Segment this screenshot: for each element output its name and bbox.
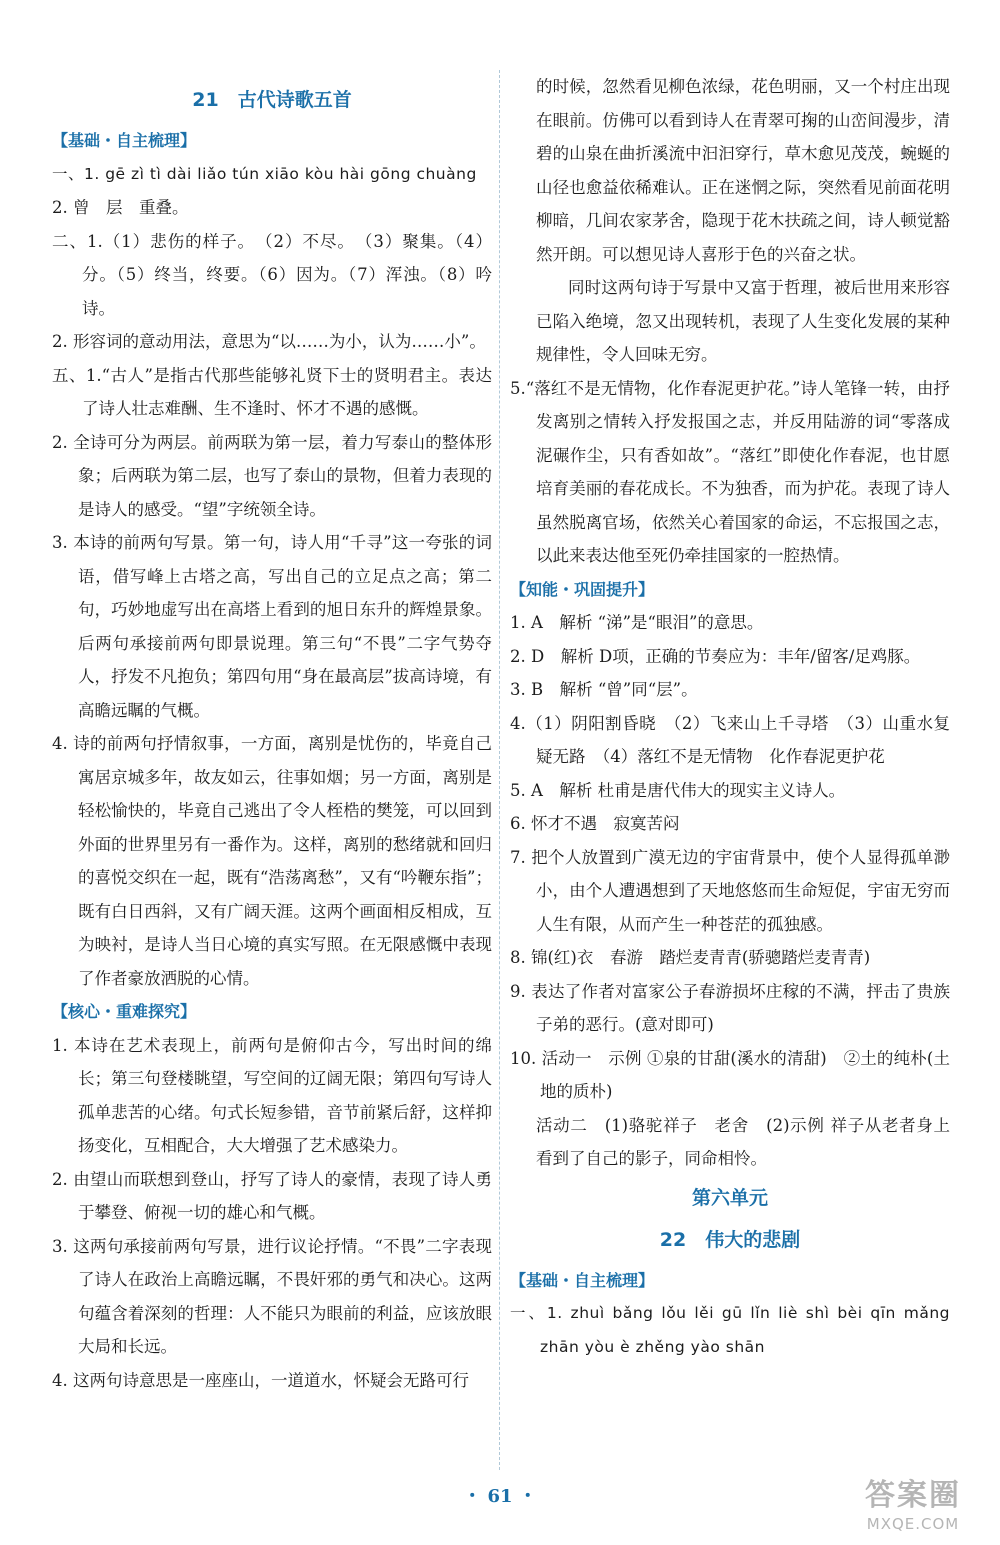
answer-item: 8. 锦(红)衣 春游 踏烂麦青青(骄骢踏烂麦青青) xyxy=(510,948,871,967)
answer-item: 4. 诗的前两句抒情叙事，一方面，离别是忧伤的，毕竟自己寓居京城多年，故友如云，往事如烟；另一方面，离别是轻松愉快的，毕竟自己逃出了令人桎梏的樊笼，可以回到外面的世界里另有一番作为。这样，离别的愁绪就和回归的喜悦交织在一起，既有“浩荡离愁”，又有“吟鞭东指”；既有白日西斜，又有广阔天涯。这两个画面相反相成，互为映衬，是诗人当日心境的真实写照。在无限感慨中表现了作者豪放洒脱的心情。 xyxy=(52,734,492,988)
answer-item: 5. A 解析 杜甫是唐代伟大的现实主义诗人。 xyxy=(510,780,846,800)
answer-item: 五、1.“古人”是指古代那些能够礼贤下士的贤明君主。表达了诗人壮志难酬、生不逢时、怀才不遇的感慨。 xyxy=(52,365,492,418)
answer-item: 1. A 解析 “涕”是“眼泪”的意思。 xyxy=(510,613,764,632)
answer-item: 3. 这两句承接前两句写景，进行议论抒情。“不畏”二字表现了诗人在政治上高瞻远瞩，不畏奸邪的勇气和决心。这两句蕴含着深刻的哲理：人不能只为眼前的利益，应该放眼大局和长远。 xyxy=(52,1236,492,1356)
answer-item: 10. 活动一 示例 ①泉的甘甜(溪水的清甜) ②土的纯朴(土地的质朴) xyxy=(510,1048,950,1101)
answer-item: 4. 这两句诗意思是一座座山，一道道水，怀疑会无路可行 xyxy=(52,1370,469,1390)
answer-item: 3. B 解析 “曾”同“层”。 xyxy=(510,680,698,699)
answer-item: 2. 曾 层 重叠。 xyxy=(52,198,189,217)
lesson-title: 21 古代诗歌五首 xyxy=(192,89,352,111)
right-column xyxy=(510,70,950,1364)
section-heading-basics: 【基础・自主梳理】 xyxy=(52,131,197,150)
answer-item: 4.（1）阴阳割昏晓 （2）飞来山上千寻塔 （3）山重水复疑无路 （4）落红不是无情物 化作春泥更护花 xyxy=(510,713,950,766)
left-column xyxy=(52,74,492,1397)
answer-item: 1. 本诗在艺术表现上，前两句是俯仰古今，写出时间的绵长；第三句登楼眺望，写空间的辽阔无限；第四句写诗人孤单悲苦的心绪。句式长短参错，音节前紧后舒，这样抑扬变化，互相配合，大大增强了艺术感染力。 xyxy=(52,1035,492,1155)
answer-item: 3. 本诗的前两句写景。第一句，诗人用“千寻”这一夸张的词语，借写峰上古塔之高，写出自己的立足点之高；第二句，巧妙地虚写出在高塔上看到的旭日东升的辉煌景象。后两句承接前两句即景说理。第三句“不畏”二字气势夺人，抒发不凡抱负；第四句用“身在最高层”拔高诗境，有高瞻远瞩的气概。 xyxy=(52,533,492,720)
answer-item: 2. D 解析 D项，正确的节奏应为：丰年/留客/足鸡豚。 xyxy=(510,646,921,666)
lesson-title: 22 伟大的悲剧 xyxy=(659,1228,801,1251)
answer-pinyin: 一、1. gē zì tì dài liǎo tún xiāo kòu hài gōng chuàng xyxy=(52,164,477,183)
watermark-logo: 答案圈 xyxy=(865,1478,961,1513)
answer-item: 2. 形容词的意动用法，意思为“以……为小，认为……小”。 xyxy=(52,332,486,351)
unit-title: 第六单元 xyxy=(691,1186,768,1209)
answer-item: 5.“落红不是无情物，化作春泥更护花。”诗人笔锋一转，由抒发离别之情转入抒发报国之志，并反用陆游的词“零落成泥碾作尘，只有香如故”。“落红”即使化作春泥，也甘愿培育美丽的春花成长。不为独香，而为护花。表现了诗人虽然脱离官场，依然关心着国家的命运，不忘报国之志，以此来表达他至死仍牵挂国家的一腔热情。 xyxy=(510,378,950,565)
answer-continuation: 同时这两句诗于写景中又富于哲理，被后世用来形容已陷入绝境，忽又出现转机，表现了人生变化发展的某种规律性，令人回味无穷。 xyxy=(536,278,950,364)
answer-item: 6. 怀才不遇 寂寞苦闷 xyxy=(510,814,680,833)
answer-item: 2. 全诗可分为两层。前两联为第一层，着力写泰山的整体形象；后两联为第二层，也写了泰山的景物，但着力表现的是诗人的感受。“望”字统领全诗。 xyxy=(52,432,492,519)
answer-item: 9. 表达了作者对富家公子春游损坏庄稼的不满，抨击了贵族子弟的恶行。(意对即可) xyxy=(510,981,950,1034)
watermark xyxy=(848,1478,978,1540)
section-heading-basics: 【基础・自主梳理】 xyxy=(510,1270,655,1290)
answer-continuation: 的时候，忽然看见柳色浓绿，花色明丽，又一个村庄出现在眼前。仿佛可以看到诗人在青翠可掬的山峦间漫步，清碧的山泉在曲折溪流中汩汩穿行，草木愈见茂茂，蜿蜒的山径也愈益依稀难认。正在迷惘之际，突然看见前面花明柳暗，几间农家茅舍，隐现于花木扶疏之间，诗人顿觉豁然开朗。可以想见诗人喜形于色的兴奋之状。 xyxy=(536,77,950,264)
column-divider xyxy=(499,70,500,1470)
answer-item: 二、1.（1）悲伤的样子。 （2）不尽。 （3）聚集。（4）分。（5）终当，终要。（6）因为。（7）浑浊。（8）吟诗。 xyxy=(52,231,492,318)
watermark-url: MXQE.COM xyxy=(866,1515,960,1533)
answer-item: 7. 把个人放置到广漠无边的宇宙背景中，使个人显得孤单渺小，由个人遭遇想到了天地悠悠而生命短促，宇宙无穷而人生有限，从而产生一种苍茫的孤独感。 xyxy=(510,847,950,934)
section-heading-core: 【核心・重难探究】 xyxy=(52,1002,197,1021)
section-heading-consolidate: 【知能・巩固提升】 xyxy=(510,579,655,599)
answer-pinyin: 一、1. zhuì bǎng lǒu lěi gū lǐn liè shì bèi qīn mǎng zhān yòu è zhěng yào shān xyxy=(510,1304,950,1356)
answer-item: 活动二 (1)骆驼祥子 老舍 (2)示例 祥子从老者身上看到了自己的影子，同命相怜。 xyxy=(536,1115,950,1168)
answer-item: 2. 由望山而联想到登山，抒写了诗人的豪情，表现了诗人勇于攀登、俯视一切的雄心和气概。 xyxy=(52,1169,492,1222)
page-number: ・ 61 ・ xyxy=(463,1486,537,1507)
